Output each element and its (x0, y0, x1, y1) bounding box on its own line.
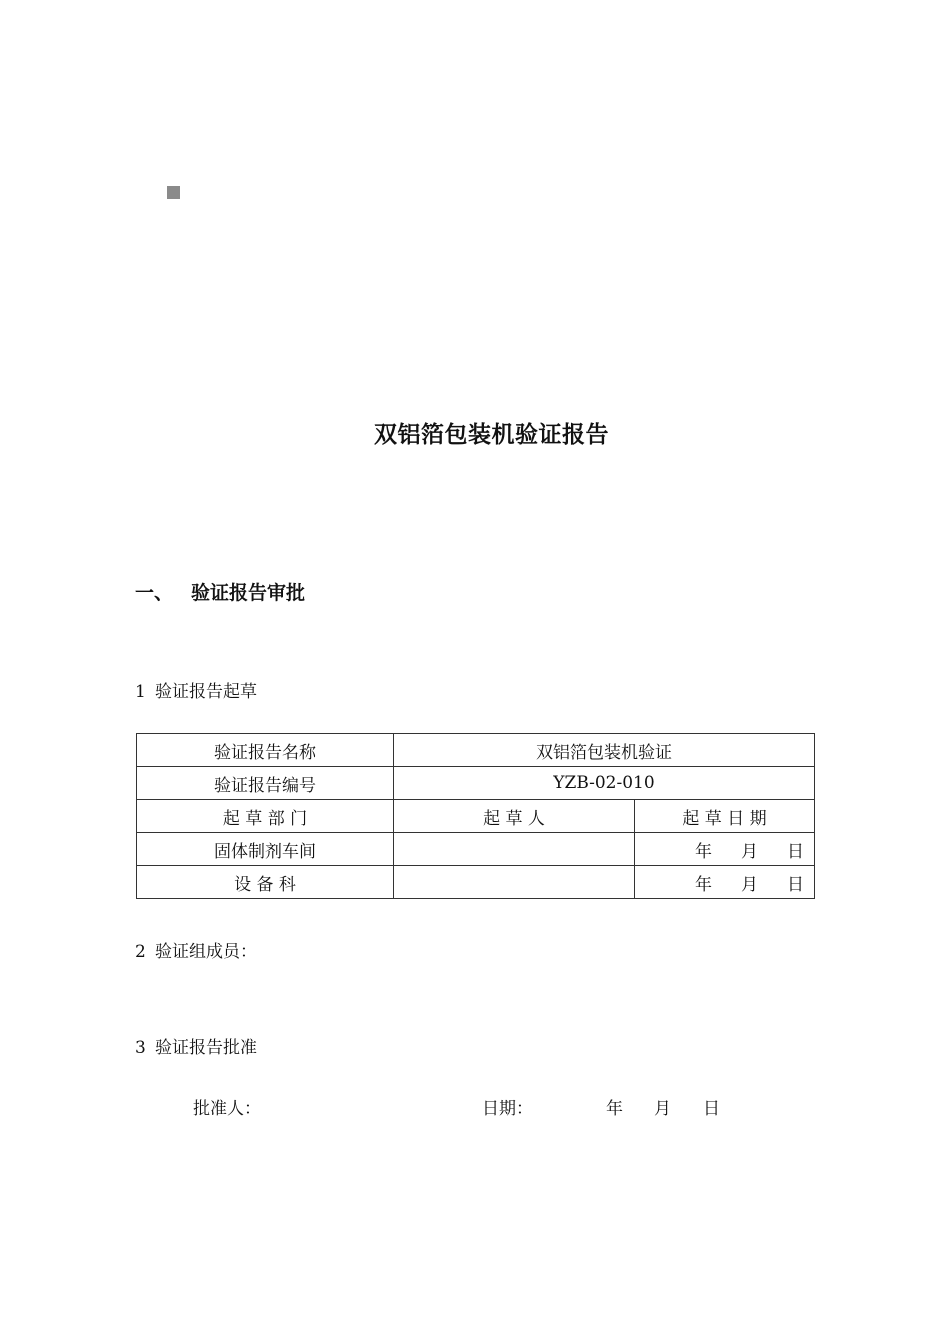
day-label: 日 (703, 1099, 720, 1119)
section-number: 一、 (135, 582, 174, 604)
section-label: 验证报告审批 (191, 582, 306, 604)
month-label: 月 (654, 1099, 671, 1119)
header-date: 起 草 日 期 (635, 800, 815, 833)
subheading-number: 1 (135, 682, 146, 702)
subheading-label: 验证报告批准 (155, 1038, 257, 1058)
date-label: 日期： (482, 1099, 533, 1119)
subheading-label: 验证报告起草 (155, 682, 257, 702)
date-cell (635, 866, 815, 899)
bullet-square-icon (167, 186, 180, 199)
table-row (137, 734, 815, 767)
approval-line (193, 1094, 753, 1120)
table-row (137, 767, 815, 800)
table-row (137, 833, 815, 866)
year-label: 年 (695, 841, 712, 862)
subheading-members (135, 937, 257, 962)
month-label: 月 (741, 874, 758, 895)
report-number-value: YZB-02-010 (394, 767, 815, 800)
subheading-number: 2 (135, 942, 146, 962)
report-number-label: 验证报告编号 (137, 767, 394, 800)
subheading-draft (135, 677, 257, 702)
draft-table (136, 733, 815, 899)
dept-cell: 固体制剂车间 (137, 833, 394, 866)
day-label: 日 (787, 841, 804, 862)
month-label: 月 (741, 841, 758, 862)
dept-cell: 设 备 科 (137, 866, 394, 899)
day-label: 日 (787, 874, 804, 895)
report-name-value: 双铝箔包装机验证 (394, 734, 815, 767)
year-label: 年 (695, 874, 712, 895)
table-row (137, 866, 815, 899)
section-heading (135, 578, 305, 605)
subheading-approval (135, 1033, 257, 1058)
report-name-label: 验证报告名称 (137, 734, 394, 767)
person-cell (394, 833, 635, 866)
subheading-label: 验证组成员： (155, 942, 257, 962)
date-cell (635, 833, 815, 866)
person-cell (394, 866, 635, 899)
header-dept: 起 草 部 门 (137, 800, 394, 833)
table-header-row (137, 800, 815, 833)
header-person: 起 草 人 (394, 800, 635, 833)
document-title: 双铝箔包装机验证报告 (374, 422, 609, 448)
approver-label: 批准人： (193, 1099, 261, 1119)
year-label: 年 (606, 1099, 623, 1119)
subheading-number: 3 (135, 1038, 146, 1058)
